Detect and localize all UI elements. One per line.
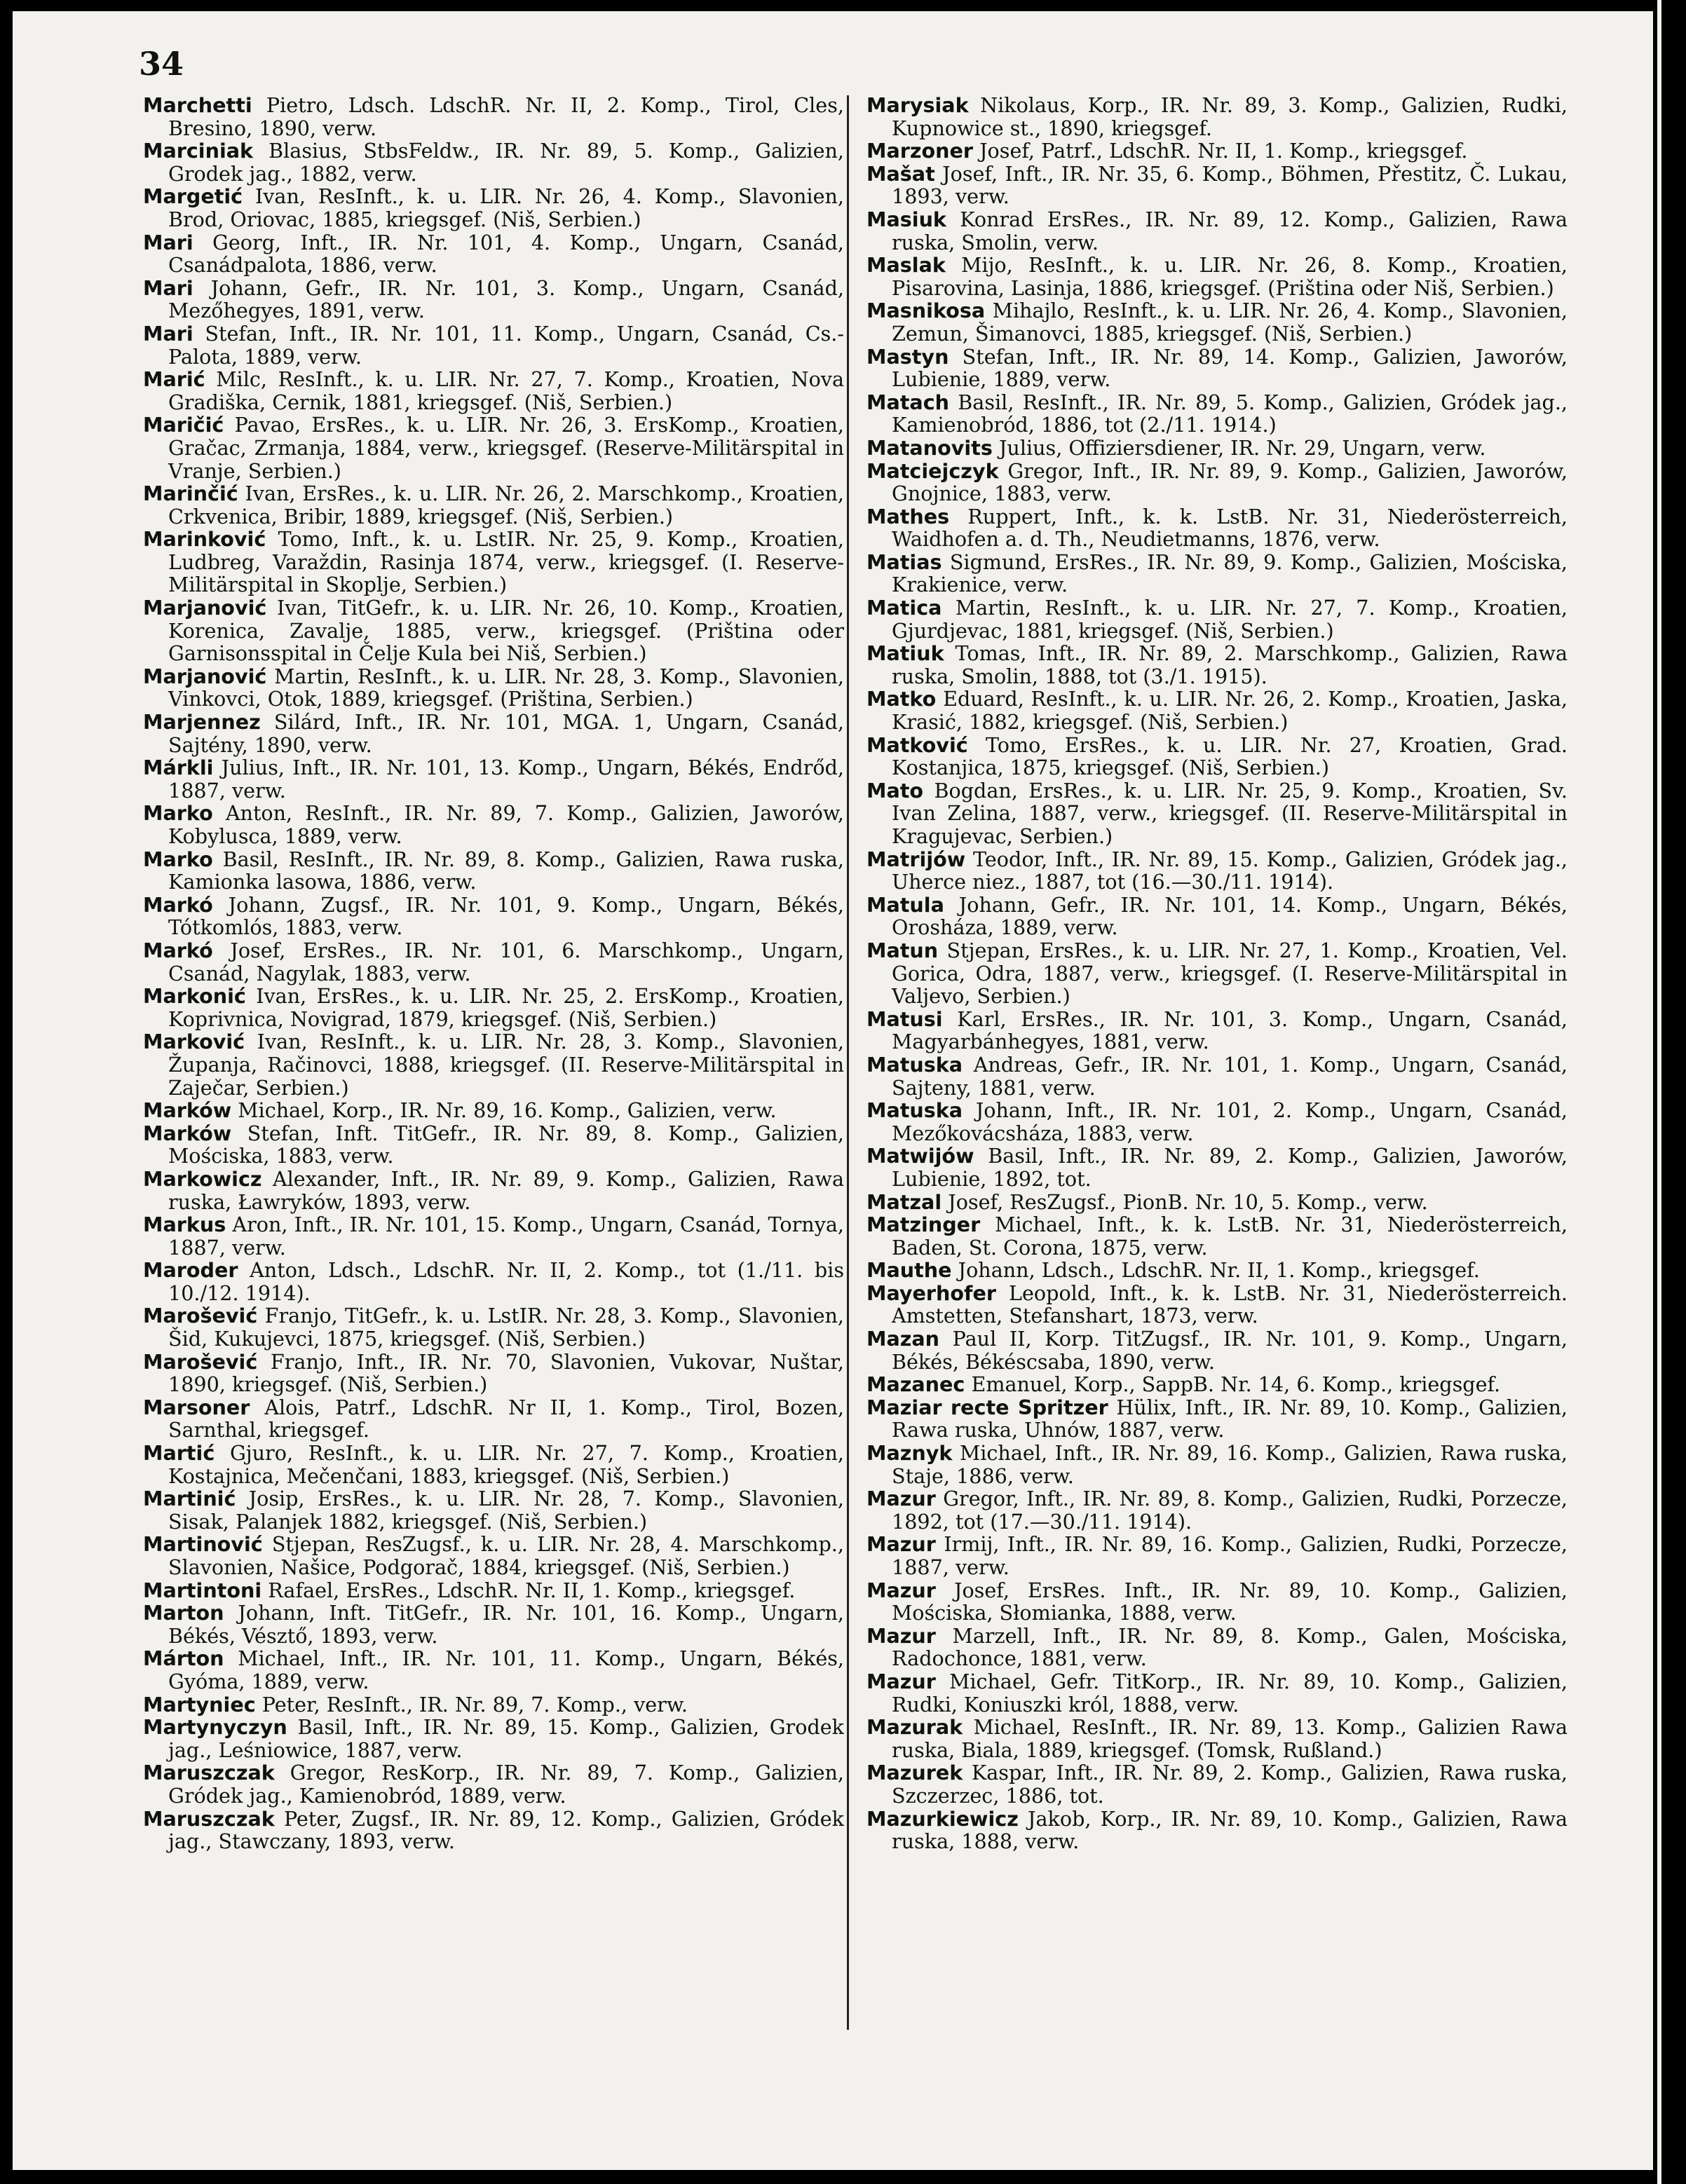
entry-details: Tomas, Inft., IR. Nr. 89, 2. Marschkomp., Galizien, Rawa ruska, Smolin, 1888, tot (3./1. 1915). [892, 641, 1568, 688]
register-entry [866, 1625, 1568, 1670]
entry-details: Teodor, Inft., IR. Nr. 89, 15. Komp., Galizien, Gródek jag., Uherce niez., 1887, tot (16.—30./11. 1914). [892, 847, 1568, 894]
entry-surname: Maroder [143, 1258, 238, 1283]
entry-surname: Matković [866, 732, 968, 757]
register-entry [143, 1579, 844, 1602]
entry-details: Paul II, Korp. TitZugsf., IR. Nr. 101, 9. Komp., Ungarn, Békés, Békéscsaba, 1890, verw. [892, 1327, 1568, 1374]
register-entry [866, 1282, 1568, 1328]
entry-surname: Matzal [866, 1189, 942, 1214]
entry-surname: Maslak [866, 253, 946, 278]
register-entry [143, 1168, 844, 1213]
register-entry [866, 688, 1568, 733]
entry-details: Milc, ResInft., k. u. LIR. Nr. 27, 7. Komp., Kroatien, Nova Gradiška, Cernik, 1881, kriegsgef. (Niš, Serbien.) [168, 367, 844, 414]
entry-surname: Mazurkiewicz [866, 1806, 1019, 1831]
register-entry [143, 1213, 844, 1259]
register-entry [143, 1030, 844, 1099]
register-entry [866, 1259, 1568, 1282]
register-entry [143, 1602, 844, 1647]
entry-details: Bogdan, ErsRes., k. u. LIR. Nr. 25, 9. Komp., Kroatien, Sv. Ivan Zelina, 1887, verw., kriegsgef. (II. Reserve-Militärspital in Kragujevac, Serbien.) [892, 778, 1568, 848]
entry-surname: Markonić [143, 984, 246, 1009]
entry-surname: Martyniec [143, 1692, 256, 1717]
entry-surname: Marko [143, 801, 213, 826]
entry-surname: Matias [866, 550, 942, 574]
entry-surname: Mato [866, 778, 924, 803]
register-entry [866, 1716, 1568, 1761]
register-entry [866, 139, 1568, 163]
entry-details: Emanuel, Korp., SappB. Nr. 14, 6. Komp., kriegsgef. [971, 1372, 1501, 1397]
register-entry [866, 1579, 1568, 1625]
register-entry [866, 734, 1568, 779]
register-entry [866, 254, 1568, 299]
entry-surname: Mauthe [866, 1258, 952, 1283]
entry-details: Andreas, Gefr., IR. Nr. 101, 1. Komp., Ungarn, Csanád, Sajteny, 1881, verw. [892, 1052, 1568, 1100]
entry-details: Silárd, Inft., IR. Nr. 101, MGA. 1, Ungarn, Csanád, Sajtény, 1890, verw. [168, 710, 844, 757]
entry-surname: Matach [866, 390, 950, 414]
entry-surname: Matiuk [866, 641, 944, 666]
register-entry [143, 528, 844, 596]
entry-surname: Marjanović [143, 596, 267, 620]
entry-details: Mihajlo, ResInft., k. u. LIR. Nr. 26, 4. Komp., Slavonien, Zemun, Šimanovci, 1885, kriegsgef. (Niš, Serbien.) [892, 299, 1568, 346]
register-entry [866, 1533, 1568, 1578]
register-entry [143, 1259, 844, 1304]
entry-details: Stjepan, ErsRes., k. u. LIR. Nr. 27, 1. Komp., Kroatien, Vel. Gorica, Odra, 1887, verw., kriegsgef. (I. Reserve-Militärspital in Valjevo, Serbien.) [892, 938, 1568, 1009]
entry-surname: Marków [143, 1121, 232, 1145]
register-entry [143, 1487, 844, 1533]
entry-details: Basil, Inft., IR. Nr. 89, 2. Komp., Galizien, Jaworów, Lubienie, 1892, tot. [892, 1144, 1568, 1191]
entry-surname: Mazanec [866, 1372, 965, 1397]
entry-surname: Marošević [143, 1349, 258, 1374]
register-entry [143, 985, 844, 1030]
entry-details: Gregor, Inft., IR. Nr. 89, 9. Komp., Galizien, Jaworów, Gnojnice, 1883, verw. [892, 458, 1568, 506]
entry-details: Anton, Ldsch., LdschR. Nr. II, 2. Komp., tot (1./11. bis 10./12. 1914). [168, 1258, 844, 1305]
register-entry [143, 414, 844, 482]
entry-details: Anton, ResInft., IR. Nr. 89, 7. Komp., Galizien, Jaworów, Kobylusca, 1889, verw. [168, 801, 844, 848]
register-entry [143, 894, 844, 939]
entry-details: Irmij, Inft., IR. Nr. 89, 16. Komp., Galizien, Rudki, Porzecze, 1887, verw. [892, 1532, 1568, 1579]
entry-details: Johann, Inft. TitGefr., IR. Nr. 101, 16. Komp., Ungarn, Békés, Vésztő, 1893, verw. [168, 1601, 844, 1648]
entry-surname: Martintoni [143, 1578, 262, 1602]
entry-surname: Martinović [143, 1532, 263, 1557]
entry-surname: Marošević [143, 1304, 258, 1328]
entry-details: Kaspar, Inft., IR. Nr. 89, 2. Komp., Galizien, Rawa ruska, Szczerzec, 1886, tot. [892, 1761, 1568, 1808]
entry-surname: Maznyk [866, 1441, 953, 1466]
entry-details: Franjo, TitGefr., k. u. LstIR. Nr. 28, 3. Komp., Slavonien, Šid, Kukujevci, 1875, kriegsgef. (Niš, Serbien.) [168, 1304, 844, 1351]
entry-surname: Mazan [866, 1327, 940, 1351]
entry-details: Tomo, ErsRes., k. u. LIR. Nr. 27, Kroatien, Grad. Kostanjica, 1875, kriegsgef. (Niš, Serbien.) [892, 732, 1568, 780]
entry-details: Karl, ErsRes., IR. Nr. 101, 3. Komp., Ungarn, Csanád, Magyarbánhegyes, 1881, verw. [892, 1006, 1568, 1054]
entry-surname: Mazur [866, 1623, 936, 1648]
entry-details: Jakob, Korp., IR. Nr. 89, 10. Komp., Galizien, Rawa ruska, 1888, verw. [892, 1806, 1568, 1854]
entry-details: Ivan, ResInft., k. u. LIR. Nr. 26, 4. Komp., Slavonien, Brod, Oriovac, 1885, kriegsgef. (Niš, Serbien.) [168, 184, 844, 231]
register-entry [866, 437, 1568, 460]
register-entry [143, 1099, 844, 1122]
register-entry [143, 756, 844, 802]
entry-details: Julius, Offiziersdiener, IR. Nr. 29, Ungarn, verw. [998, 435, 1486, 460]
entry-details: Aron, Inft., IR. Nr. 101, 15. Komp., Ungarn, Csanád, Tornya, 1887, verw. [168, 1213, 844, 1260]
register-entry [866, 1761, 1568, 1807]
entry-surname: Markus [143, 1213, 226, 1237]
entry-surname: Maziar recte Spritzer [866, 1395, 1108, 1419]
entry-details: Josef, ResZugsf., PionB. Nr. 10, 5. Komp., verw. [948, 1189, 1428, 1214]
document-page [13, 11, 1653, 2170]
entry-surname: Matrijów [866, 847, 966, 871]
entry-details: Stjepan, ResZugsf., k. u. LIR. Nr. 28, 4. Marschkomp., Slavonien, Našice, Podgorač, 1884, kriegsgef. (Niš, Serbien.) [168, 1532, 844, 1579]
entry-surname: Matzinger [866, 1213, 981, 1237]
entry-surname: Mazur [866, 1532, 936, 1557]
column-divider [847, 95, 849, 2030]
entry-surname: Marciniak [143, 139, 254, 163]
register-entry [143, 277, 844, 322]
register-entry [866, 505, 1568, 551]
entry-surname: Mari [143, 321, 193, 346]
entry-surname: Martynyczyn [143, 1715, 287, 1740]
entry-surname: Maričić [143, 413, 224, 437]
register-entry [866, 1145, 1568, 1190]
entry-details: Ivan, ErsRes., k. u. LIR. Nr. 26, 2. Marschkomp., Kroatien, Crkvenica, Bribir, 1889, kriegsgef. (Niš, Serbien.) [168, 482, 844, 528]
entry-surname: Matuska [866, 1052, 963, 1077]
register-entry [866, 596, 1568, 642]
entry-surname: Márton [143, 1646, 224, 1671]
entry-details: Stefan, Inft., IR. Nr. 89, 14. Komp., Galizien, Jaworów, Lubienie, 1889, verw. [892, 344, 1568, 392]
register-entry [143, 802, 844, 847]
register-entry [866, 1396, 1568, 1442]
entry-details: Johann, Gefr., IR. Nr. 101, 3. Komp., Ungarn, Csanád, Mezőhegyes, 1891, verw. [168, 275, 844, 323]
entry-details: Pavao, ErsRes., k. u. LIR. Nr. 26, 3. ErsKomp., Kroatien, Gračac, Zrmanja, 1884, verw., kriegsgef. (Reserve-Militärspital in Vranje, Serbien.) [168, 413, 845, 483]
entry-details: Josef, Patrf., LdschR. Nr. II, 1. Komp., kriegsgef. [979, 139, 1468, 163]
register-entry [143, 1533, 844, 1578]
register-entry [143, 665, 844, 711]
register-entry [143, 139, 844, 185]
entry-surname: Mazur [866, 1578, 936, 1602]
entry-details: Alois, Patrf., LdschR. Nr II, 1. Komp., Tirol, Bozen, Sarnthal, kriegsgef. [168, 1395, 844, 1442]
entry-surname: Matun [866, 938, 939, 962]
register-entry [866, 1442, 1568, 1487]
entry-details: Basil, ResInft., IR. Nr. 89, 5. Komp., Galizien, Gródek jag., Kamienobród, 1886, tot (2./11. 1914.) [892, 390, 1568, 437]
entry-surname: Matciejczyk [866, 458, 999, 483]
register-entry [866, 163, 1568, 208]
entry-surname: Matula [866, 892, 944, 917]
register-entry [143, 94, 844, 139]
register-entry [866, 460, 1568, 505]
entry-surname: Mathes [866, 504, 950, 528]
register-entry [143, 1304, 844, 1350]
register-entry [143, 185, 844, 231]
entry-surname: Márkli [143, 756, 214, 780]
register-entry [143, 1647, 844, 1693]
entry-details: Gregor, ResKorp., IR. Nr. 89, 7. Komp., Galizien, Gródek jag., Kamienobród, 1889, verw. [168, 1761, 845, 1808]
entry-surname: Mastyn [866, 344, 949, 369]
register-entry [143, 1396, 844, 1442]
entry-details: Michael, Korp., IR. Nr. 89, 16. Komp., Galizien, verw. [238, 1098, 777, 1123]
entry-details: Johann, Ldsch., LdschR. Nr. II, 1. Komp., kriegsgef. [958, 1258, 1480, 1283]
register-entry [866, 1213, 1568, 1259]
register-entry [866, 1053, 1568, 1099]
entry-details: Alexander, Inft., IR. Nr. 89, 9. Komp., Galizien, Rawa ruska, Ławryków, 1893, verw. [168, 1166, 844, 1214]
entry-details: Eduard, ResInft., k. u. LIR. Nr. 26, 2. Komp., Kroatien, Jaska, Krasić, 1882, kriegsgef. (Niš, Serbien.) [892, 687, 1568, 735]
register-entry [143, 848, 844, 894]
entry-surname: Martić [143, 1441, 215, 1466]
entry-details: Rafael, ErsRes., LdschR. Nr. II, 1. Komp., kriegsgef. [268, 1578, 796, 1602]
entry-details: Ruppert, Inft., k. k. LstB. Nr. 31, Niederösterreich, Waidhofen a. d. Th., Neudietmanns, 1876, verw. [892, 504, 1568, 552]
entry-details: Georg, Inft., IR. Nr. 101, 4. Komp., Ungarn, Csanád, Csanádpalota, 1886, verw. [168, 230, 844, 278]
entry-surname: Margetić [143, 184, 243, 209]
register-entry [866, 1191, 1568, 1214]
entry-surname: Marton [143, 1601, 224, 1625]
entry-surname: Marko [143, 847, 213, 871]
entry-surname: Marsoner [143, 1395, 250, 1419]
register-entry [866, 208, 1568, 254]
entry-details: Gjuro, ResInft., k. u. LIR. Nr. 27, 7. Komp., Kroatien, Kostajnica, Mečenčani, 1883, kriegsgef. (Niš, Serbien.) [168, 1441, 844, 1488]
register-entry [143, 596, 844, 665]
entry-surname: Mazurek [866, 1761, 963, 1785]
entry-details: Michael, Inft., IR. Nr. 101, 11. Komp., Ungarn, Békés, Gyóma, 1889, verw. [168, 1646, 845, 1693]
register-entry [143, 1351, 844, 1396]
entry-details: Marzell, Inft., IR. Nr. 89, 8. Komp., Galen, Mościska, Radochonce, 1881, verw. [892, 1623, 1568, 1671]
register-entry [143, 1442, 844, 1487]
entry-details: Sigmund, ErsRes., IR. Nr. 89, 9. Komp., Galizien, Mościska, Krakienice, verw. [892, 550, 1568, 597]
entry-surname: Marzoner [866, 139, 973, 163]
entry-details: Peter, Zugsf., IR. Nr. 89, 12. Komp., Galizien, Gródek jag., Stawczany, 1893, verw. [168, 1806, 844, 1854]
entry-surname: Matusi [866, 1006, 943, 1031]
entry-surname: Markó [143, 892, 213, 917]
entry-surname: Marković [143, 1030, 245, 1054]
entry-surname: Mari [143, 230, 193, 254]
entry-surname: Matica [866, 596, 942, 620]
entry-details: Ivan, ErsRes., k. u. LIR. Nr. 25, 2. ErsKomp., Kroatien, Koprivnica, Novigrad, 1879, kriegsgef. (Niš, Serbien.) [168, 984, 844, 1031]
register-entry [866, 1099, 1568, 1145]
register-entry [866, 1328, 1568, 1373]
entry-details: Josip, ErsRes., k. u. LIR. Nr. 28, 7. Komp., Slavonien, Sisak, Palanjek 1882, kriegsgef. (Niš, Serbien.) [168, 1487, 844, 1534]
entry-details: Michael, Gefr. TitKorp., IR. Nr. 89, 10. Komp., Galizien, Rudki, Koniuszki król, 1888, verw. [892, 1669, 1568, 1717]
entry-surname: Mašat [866, 161, 935, 186]
entry-details: Ivan, ResInft., k. u. LIR. Nr. 28, 3. Komp., Slavonien, Županja, Račinovci, 1888, kriegsgef. (II. Reserve-Militärspital in Zaječar, Serbien.) [168, 1030, 844, 1100]
register-entry [866, 1487, 1568, 1533]
entry-surname: Matuska [866, 1098, 963, 1123]
register-entry [143, 1761, 844, 1807]
entry-surname: Matko [866, 687, 937, 711]
entry-details: Nikolaus, Korp., IR. Nr. 89, 3. Komp., Galizien, Rudki, Kupnowice st., 1890, kriegsgef. [892, 93, 1568, 140]
entry-surname: Maruszczak [143, 1806, 275, 1831]
entry-details: Basil, ResInft., IR. Nr. 89, 8. Komp., Galizien, Rawa ruska, Kamionka lasowa, 1886, verw. [168, 847, 844, 894]
entry-surname: Masnikosa [866, 299, 986, 323]
entry-details: Stefan, Inft., IR. Nr. 101, 11. Komp., Ungarn, Csanád, Cs.-Palota, 1889, verw. [168, 321, 845, 369]
entry-details: Gregor, Inft., IR. Nr. 89, 8. Komp., Galizien, Rudki, Porzecze, 1892, tot (17.—30./11. 1914). [892, 1487, 1568, 1534]
register-entry [143, 1122, 844, 1168]
register-entry [866, 391, 1568, 437]
entry-surname: Masiuk [866, 207, 946, 231]
left-column [143, 94, 844, 1853]
register-entry [866, 346, 1568, 391]
entry-surname: Marków [143, 1098, 232, 1123]
page-edge [1657, 0, 1661, 2184]
entry-surname: Marchetti [143, 93, 252, 117]
entry-details: Blasius, StbsFeldw., IR. Nr. 89, 5. Komp., Galizien, Grodek jag., 1882, verw. [168, 139, 844, 186]
entry-surname: Mazur [866, 1487, 936, 1511]
register-entry [866, 1008, 1568, 1053]
register-entry [143, 482, 844, 528]
entry-surname: Markó [143, 938, 213, 962]
entry-details: Michael, ResInft., IR. Nr. 89, 13. Komp., Galizien Rawa ruska, Biala, 1889, kriegsgef. (Tomsk, Rußland.) [892, 1715, 1568, 1762]
entry-details: Johann, Inft., IR. Nr. 101, 2. Komp., Ungarn, Csanád, Mezőkovácsháza, 1883, verw. [892, 1098, 1568, 1145]
register-entry [866, 848, 1568, 894]
entry-details: Leopold, Inft., k. k. LstB. Nr. 31, Niederösterreich. Amstetten, Stefanshart, 1873, verw. [892, 1281, 1568, 1328]
entry-surname: Mazur [866, 1669, 936, 1693]
register-entry [143, 1693, 844, 1717]
entry-surname: Marinković [143, 527, 266, 552]
entry-details: Stefan, Inft. TitGefr., IR. Nr. 89, 8. Komp., Galizien, Mościska, 1883, verw. [168, 1121, 844, 1168]
entry-details: Michael, Inft., IR. Nr. 89, 16. Komp., Galizien, Rawa ruska, Staje, 1886, verw. [892, 1441, 1568, 1488]
entry-surname: Marinčić [143, 482, 238, 506]
entry-details: Basil, Inft., IR. Nr. 89, 15. Komp., Galizien, Grodek jag., Leśniowice, 1887, verw. [168, 1715, 844, 1762]
entry-details: Franjo, Inft., IR. Nr. 70, Slavonien, Vukovar, Nuštar, 1890, kriegsgef. (Niš, Serbien.) [168, 1349, 844, 1397]
entry-details: Ivan, TitGefr., k. u. LIR. Nr. 26, 10. Komp., Kroatien, Korenica, Zavalje, 1885, verw., kriegsgef. (Priština oder Garnisonsspital in Čelje Kula bei Niš, Serbien.) [168, 596, 845, 666]
entry-surname: Markowicz [143, 1166, 262, 1191]
entry-details: Josef, ErsRes. Inft., IR. Nr. 89, 10. Komp., Galizien, Mościska, Słomianka, 1888, verw. [892, 1578, 1568, 1625]
register-entry [143, 322, 844, 368]
entry-details: Hülix, Inft., IR. Nr. 89, 10. Komp., Galizien, Rawa ruska, Uhnów, 1887, verw. [892, 1395, 1568, 1442]
entry-surname: Marysiak [866, 93, 969, 117]
register-entry [143, 231, 844, 277]
register-entry [866, 894, 1568, 939]
entry-details: Peter, ResInft., IR. Nr. 89, 7. Komp., verw. [261, 1692, 688, 1717]
register-entry [143, 939, 844, 985]
register-entry [866, 779, 1568, 848]
entry-surname: Mayerhofer [866, 1281, 996, 1305]
entry-surname: Matanovits [866, 435, 993, 460]
entry-details: Konrad ErsRes., IR. Nr. 89, 12. Komp., Galizien, Rawa ruska, Smolin, verw. [892, 207, 1568, 254]
register-entry [866, 939, 1568, 1008]
entry-details: Pietro, Ldsch. LdschR. Nr. II, 2. Komp., Tirol, Cles, Bresino, 1890, verw. [168, 93, 844, 140]
entry-details: Martin, ResInft., k. u. LIR. Nr. 28, 3. Komp., Slavonien, Vinkovci, Otok, 1889, kriegsgef. (Priština, Serbien.) [168, 664, 845, 711]
register-entry [866, 299, 1568, 345]
entry-details: Martin, ResInft., k. u. LIR. Nr. 27, 7. Komp., Kroatien, Gjurdjevac, 1881, kriegsgef. (Niš, Serbien.) [892, 596, 1568, 643]
entry-details: Michael, Inft., k. k. LstB. Nr. 31, Niederösterreich, Baden, St. Corona, 1875, verw. [892, 1213, 1568, 1260]
entry-surname: Marjennez [143, 710, 261, 735]
register-entry [866, 551, 1568, 596]
entry-details: Johann, Gefr., IR. Nr. 101, 14. Komp., Ungarn, Békés, Orosháza, 1889, verw. [892, 892, 1568, 940]
entry-surname: Marić [143, 367, 205, 392]
register-entry [143, 1808, 844, 1853]
page-number: 34 [139, 45, 184, 83]
entry-details: Mijo, ResInft., k. u. LIR. Nr. 26, 8. Komp., Kroatien, Pisarovina, Lasinja, 1886, kriegsgef. (Priština oder Niš, Serbien.) [892, 253, 1568, 300]
register-entry [866, 1373, 1568, 1396]
register-entry [143, 368, 844, 414]
register-entry [866, 642, 1568, 688]
register-entry [143, 1716, 844, 1761]
register-entry [866, 1670, 1568, 1716]
entry-surname: Marjanović [143, 664, 267, 688]
entry-surname: Mari [143, 275, 193, 300]
entry-surname: Mazurak [866, 1715, 963, 1740]
register-entry [866, 1808, 1568, 1853]
entry-surname: Matwijów [866, 1144, 974, 1168]
entry-details: Tomo, Inft., k. u. LstIR. Nr. 25, 9. Komp., Kroatien, Ludbreg, Varaždin, Rasinja 1874, verw., kriegsgef. (I. Reserve-Militärspital in Skoplje, Serbien.) [168, 527, 844, 597]
entry-details: Julius, Inft., IR. Nr. 101, 13. Komp., Ungarn, Békés, Endrőd, 1887, verw. [168, 756, 845, 803]
right-column [866, 94, 1568, 1853]
register-entry [866, 94, 1568, 139]
register-entry [143, 711, 844, 756]
entry-surname: Maruszczak [143, 1761, 275, 1785]
entry-details: Josef, Inft., IR. Nr. 35, 6. Komp., Böhmen, Přestitz, Č. Lukau, 1893, verw. [892, 161, 1568, 209]
entry-details: Josef, ErsRes., IR. Nr. 101, 6. Marschkomp., Ungarn, Csanád, Nagylak, 1883, verw. [168, 938, 845, 985]
entry-details: Johann, Zugsf., IR. Nr. 101, 9. Komp., Ungarn, Békés, Tótkomlós, 1883, verw. [168, 892, 844, 940]
entry-surname: Martinić [143, 1487, 236, 1511]
